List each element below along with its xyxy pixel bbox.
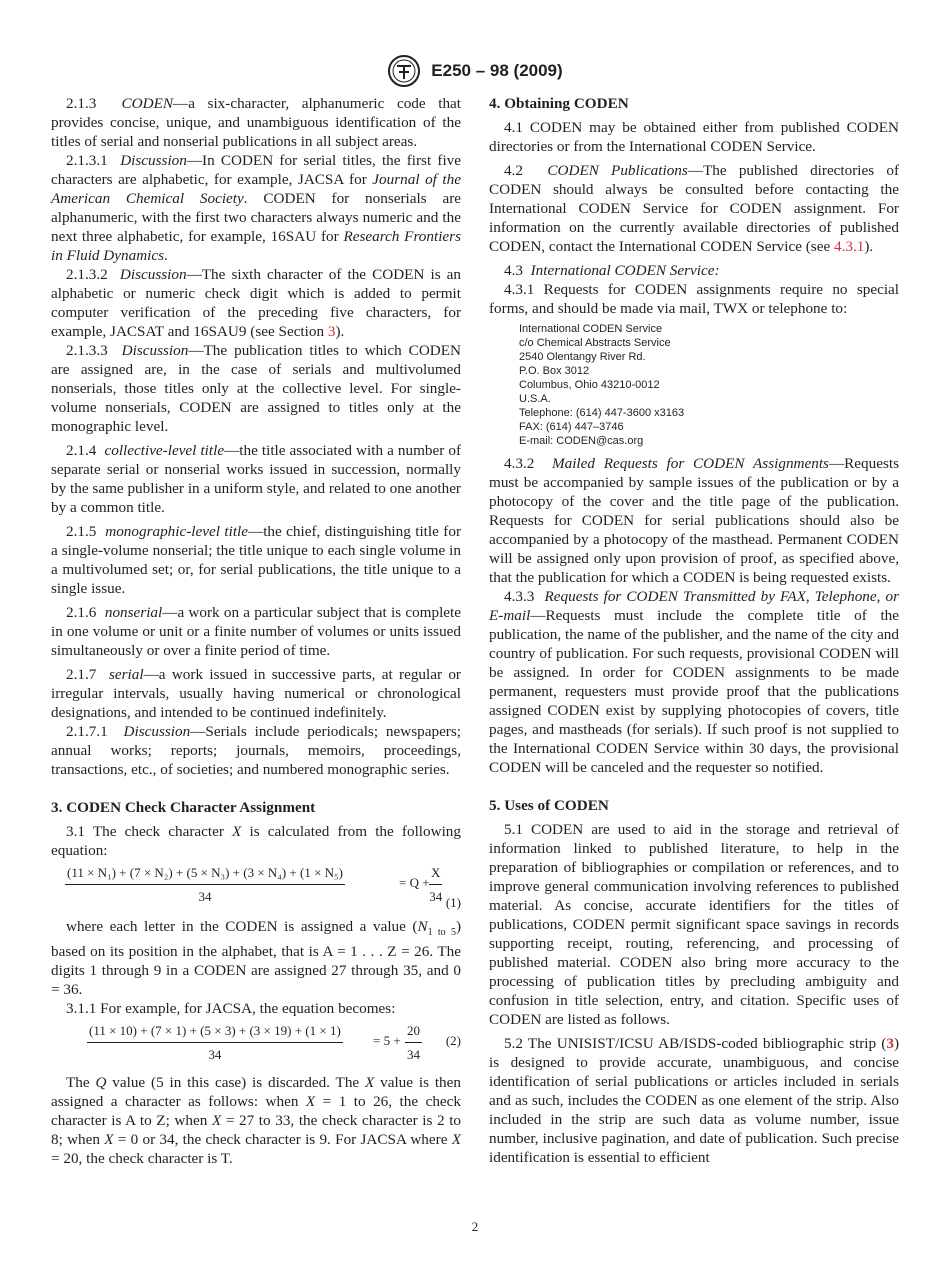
astm-logo-icon xyxy=(387,54,421,88)
para-5-2: 5.2 The UNISIST/ICSU AB/ISDS-coded bibliographic strip (3) is designed to provide accurate, unambiguous, and concise identification of serial publications or articles included in serials and as such, includes the CODEN as one element of the strip. Also included in the strip are such data as volume number, issue number, inclusive pagination, and date of publication. Such precise identification is essential to efficient xyxy=(489,1035,899,1166)
para-2-1-7-1: 2.1.7.1 Discussion—Serials include periodicals; newspapers; annual works; reports; journals, memoirs, proceedings, transactions, etc., of societies; and numbered monographic series. xyxy=(51,723,461,778)
para-2-1-3-1: 2.1.3.1 Discussion—In CODEN for serial titles, the first five characters are alphabetic, for example, JACSA for Journal of the American Chemical Society. CODEN for nonserials are alphanumeric, with the first two characters always numeric and the next three alphabetic, for example, 16SAU for Research Frontiers in Fluid Dynamics. xyxy=(51,152,462,264)
section-3-heading: 3. CODEN Check Character Assignment xyxy=(51,799,316,816)
para-2-1-5: 2.1.5 monographic-level title—the chief, distinguishing title for a single-volume nonserial; the title unique to each single volume in a multivolumed set; or, for serial publications, the title unique to a single issue. xyxy=(51,523,461,597)
page-number: 2 xyxy=(471,1219,479,1234)
para-4-1: 4.1 CODEN may be obtained either from published CODEN directories or from the International CODEN Service. xyxy=(489,119,899,155)
para-2-1-3: 2.1.3 CODEN—a six-character, alphanumeric code that provides concise, unique, and unambiguous identification of the titles of serial and nonserial publications in all subject areas. xyxy=(51,95,461,150)
para-3-1-1-q: The Q value (5 in this case) is discarded. The X value is then assigned a character as follows: when X = 1 to 26, the check character is A to Z; when X = 27 to 33, the check character is 2 to 8; when X = 0 or 34, the check character is 9. For JACSA where X = 20, the check character is T. xyxy=(51,1074,462,1168)
para-4-3: 4.3 International CODEN Service: xyxy=(504,262,720,279)
document-id: E250 – 98 (2009) xyxy=(431,61,563,80)
equation-2-remainder: $\frac{20}{34}$ xyxy=(407,1023,420,1063)
para-3-1: 3.1 The check character X is calculated from the following equation: xyxy=(51,823,461,859)
section-4-3-1-link[interactable]: 4.3.1 xyxy=(833,238,865,255)
para-4-3-3: 4.3.3 Requests for CODEN Transmitted by FAX, Telephone, or E-mail—Requests must include the complete title of the publication, the name of the publisher, and the name of the city and country of publication. For such requests, provisional CODEN will be assigned. In order for CODEN assignments to be made permanent, requesters must provide proof that the publications assigned CODEN exist by supplying photocopies of covers, title pages, and mastheads (for serials). If such proof is not supplied to the International CODEN Service within 30 days, the provisional CODEN will be canceled and the requester so notified. xyxy=(489,588,900,776)
para-4-3-1: 4.3.1 Requests for CODEN assignments require no special forms, and should be made via mail, TWX or telephone to: xyxy=(489,281,899,317)
equation-1-fraction: $\frac{\text{(11 × N₁) + (7 × N₂) + (5 × N₃) + (3 × N₄) + (1 × N₅)}}{34}$ xyxy=(67,865,343,904)
page-header xyxy=(0,54,950,88)
equation-2: $\frac{(11 \times 10) + (7 \times 1) + (5 \times 3) + (3 \times 19) + (1 \times 1)}{34}$ = 5 + $\frac{20}{34}$ (2) xyxy=(89,1023,461,1063)
para-2-1-4: 2.1.4 collective-level title—the title associated with a number of separate serial or nonserial works issued in succession, normally by the same publisher in a uniform style, and related to one another by a common title. xyxy=(51,442,462,516)
section-5-heading: 5. Uses of CODEN xyxy=(489,797,609,814)
left-column xyxy=(51,94,461,1168)
right-column xyxy=(489,94,899,1167)
para-3-1-1: 3.1.1 For example, for JACSA, the equation becomes: xyxy=(66,1000,396,1018)
email-address[interactable]: E-mail: CODEN@cas.org xyxy=(519,435,644,447)
equation-1: $\frac{\text{(11 × N₁) + (7 × N₂) + (5 × N₃) + (3 × N₄) + (1 × N₅)}}{34}$ = Q + $\frac{X}{34}$ (1) xyxy=(67,865,461,910)
equation-1-remainder: $\frac{X}{34}$ xyxy=(429,865,443,904)
section-3-link[interactable]: 3 xyxy=(327,323,336,340)
equation-2-label: (2) xyxy=(445,1033,461,1049)
equation-1-label: (1) xyxy=(445,895,461,910)
reference-3-link[interactable]: 3 xyxy=(886,1035,894,1052)
para-2-1-3-3: 2.1.3.3 Discussion—The publication titles to which CODEN are assigned are, in the case of serials and multivolumed nonserials, those titles only at the collective level. For single-volume nonserials, CODEN are assigned to titles only at the monographic level. xyxy=(51,342,461,435)
coden-service-address: International CODEN Service c/o Chemical Abstracts Service 2540 Olentangy River Rd. P.O. Box 3012 Columbus, Ohio 43210-0012 U.S.A. Telephone: (614) 447-3600 x3163 FAX: (614) 447–3746 E-mail: CODEN@cas.org xyxy=(489,322,899,448)
para-2-1-3-2: 2.1.3.2 Discussion—The sixth character of the CODEN is an alphabetic or numeric check digit which is added to permit computer verification of the preceding five characters, for example, JACSAT and 16SAU9 (see Section 3). xyxy=(51,266,462,340)
para-4-3-2: 4.3.2 Mailed Requests for CODEN Assignments—Requests must be accompanied by sample issues of the publication or by a photocopy of the cover and the title page of the publication. Requests for CODEN for serial publications should also be accompanied by a photocopy of the masthead. Permanent CODEN will be assigned only upon provision of proof, as specified above, that the publication for which a CODEN is being requested exists. xyxy=(489,455,899,586)
para-4-2: 4.2 CODEN Publications—The published directories of CODEN should always be consulted before contacting the International CODEN Service for CODEN assignment. For information on the currently available directories of published CODEN, contact the International CODEN Service (see 4.3.1). xyxy=(489,162,900,255)
para-2-1-7: 2.1.7 serial—a work issued in successive parts, at regular or irregular intervals, usually having numerical or chronological designations, and intended to be continued indefinitely. xyxy=(51,666,461,721)
section-4-heading: 4. Obtaining CODEN xyxy=(489,95,629,112)
equation-2-fraction: $\frac{(11 \times 10) + (7 \times 1) + (5 \times 3) + (3 \times 19) + (1 \times 1)}{34}$ xyxy=(89,1023,341,1063)
para-2-1-6: 2.1.6 nonserial—a work on a particular subject that is complete in one volume or unit or a finite number of volumes or units issued simultaneously or over a finite period of time. xyxy=(51,604,462,659)
para-5-1: 5.1 CODEN are used to aid in the storage and retrieval of information linked to published literature, to help in the preparation of bibliographies or compilation or references, and to improve general communication involving references to published material. As concise, accurate identifiers for the titles of publications, CODEN permit significant space savings in records supporting receipt, routing, referencing, and processing of published material. CODEN also bring more accuracy to the processing of publication titles by precluding ambiguity and confusion in title selection, entry, and citation. Specific uses of CODEN are listed as follows. xyxy=(489,821,899,1028)
para-3-1-where: where each letter in the CODEN is assigned a value $(N_{1 to 5})$ based on its position in the alphabet, that is A = 1 . . . Z = 26. The digits 1 through 9 in a CODEN are assigned 27 through 35, and 0 = 36. xyxy=(51,918,462,999)
